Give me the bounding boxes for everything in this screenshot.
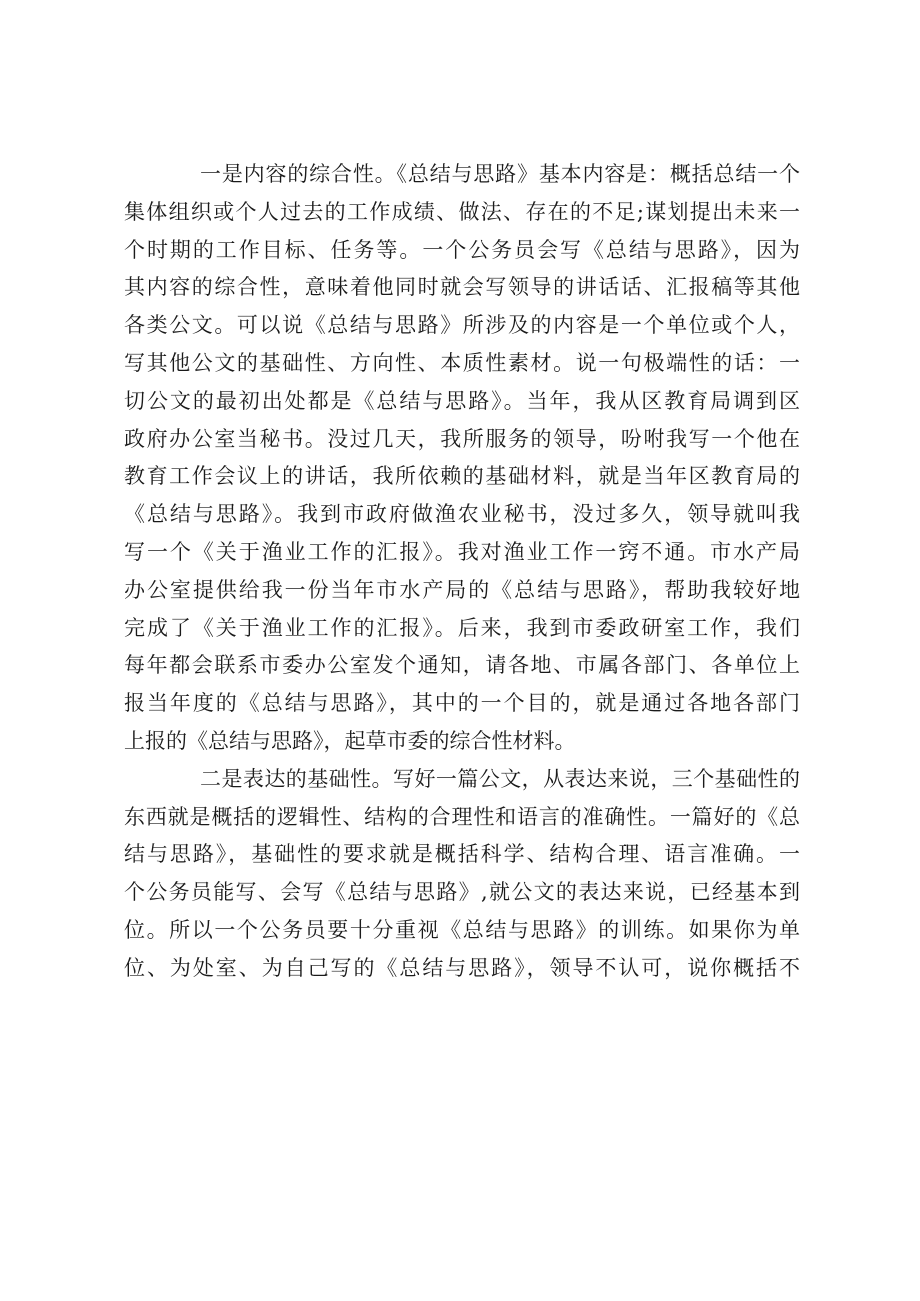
paragraph-1-line-4: 其内容的综合性，意味着他同时就会写领导的讲话话、汇报稿等其他 [124,275,800,300]
paragraph-1-line-11: 写一个《关于渔业工作的汇报》。我对渔业工作一窍不通。市水产局 [124,539,800,564]
paragraph-2-line-4: 个公务员能写、会写《总结与思路》,就公文的表达来说，已经基本到 [124,880,800,905]
paragraph-1-line-16: 上报的《总结与思路》，起草市委的综合性材料。 [124,728,576,753]
paragraph-2-line-6: 位、为处室、为自己写的《总结与思路》，领导不认可，说你概括不 [124,955,800,980]
paragraph-1-line-1: 一是内容的综合性。《总结与思路》基本内容是：概括总结一个 [200,162,800,186]
paragraph-1-line-2: 集体组织或个人过去的工作成绩、做法、存在的不足;谋划提出未来一 [124,199,800,224]
paragraph-2-line-1: 二是表达的基础性。写好一篇公文，从表达来说，三个基础性的 [200,766,800,791]
paragraph-2-line-3: 结与思路》，基础性的要求就是概括科学、结构合理、语言准确。一 [124,842,800,867]
paragraph-2-line-5: 位。所以一个公务员要十分重视《总结与思路》的训练。如果你为单 [124,917,800,942]
paragraph-1-line-7: 切公文的最初出处都是《总结与思路》。当年，我从区教育局调到区 [124,388,800,413]
paragraph-2-line-2: 东西就是概括的逻辑性、结构的合理性和语言的准确性。一篇好的《总 [124,804,800,829]
paragraph-1-line-3: 个时期的工作目标、任务等。一个公务员会写《总结与思路》，因为 [124,237,800,262]
paragraph-1-line-12: 办公室提供给我一份当年市水产局的《总结与思路》，帮助我较好地 [124,577,800,602]
paragraph-1-line-10: 《总结与思路》。我到市政府做渔农业秘书，没过多久，领导就叫我 [124,502,800,527]
paragraph-1-line-9: 教育工作会议上的讲话，我所依赖的基础材料，就是当年区教育局的 [124,464,800,489]
paragraph-1-line-8: 政府办公室当秘书。没过几天，我所服务的领导，吩咐我写一个他在 [124,426,800,451]
paragraph-1-line-15: 报当年度的《总结与思路》，其中的一个目的，就是通过各地各部门 [124,691,800,716]
document-body [124,156,800,988]
paragraph-1-line-14: 每年都会联系市委办公室发个通知，请各地、市属各部门、各单位上 [124,653,800,678]
paragraph-1-line-6: 写其他公文的基础性、方向性、本质性素材。说一句极端性的话：一 [124,350,800,375]
paragraph-1-line-13: 完成了《关于渔业工作的汇报》。后来，我到市委政研室工作，我们 [124,615,800,640]
paragraph-1-line-5: 各类公文。可以说《总结与思路》所涉及的内容是一个单位或个人， [124,313,800,338]
